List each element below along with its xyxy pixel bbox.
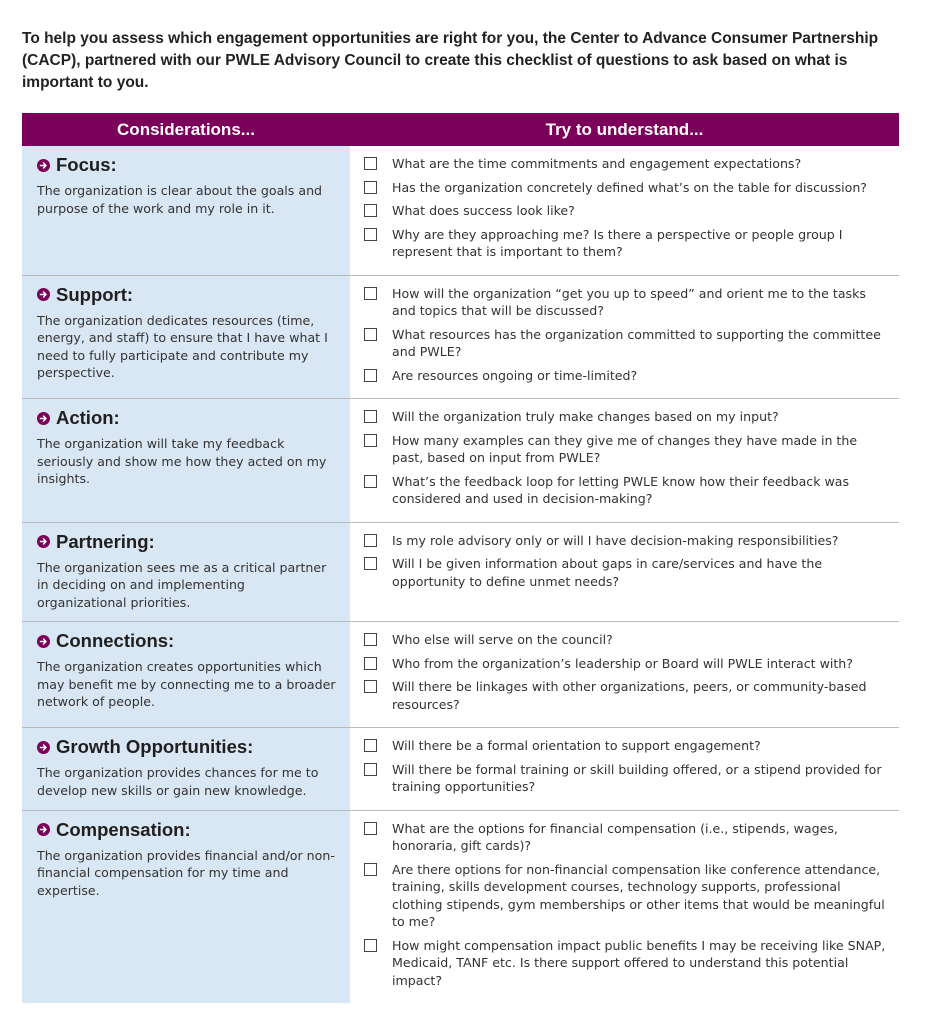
- intro-paragraph: To help you assess which engagement opportunities are right for you, the Center to Advance Consumer Partnership (CACP), partnered with our PWLE Advisory Council to create this checklist of questions to ask based on what is important to you.: [22, 30, 879, 91]
- arrow-circle-right-icon: [37, 288, 50, 301]
- consideration-title: [37, 736, 336, 758]
- header-considerations: Considerations...: [117, 119, 255, 139]
- arrow-circle-right-icon: [37, 741, 50, 754]
- checkbox[interactable]: [364, 475, 377, 488]
- checklist-item: [364, 367, 889, 385]
- checklist-item: [364, 326, 889, 361]
- checklist-item: [364, 408, 889, 426]
- consideration-description: The organization provides financial and/or non-financial compensation for my time and expertise.: [37, 847, 335, 898]
- checklist-item: [364, 761, 889, 796]
- questions-cell: [350, 276, 899, 399]
- header-try-to-understand: Try to understand...: [545, 119, 704, 139]
- consideration-description: The organization sees me as a critical partner in deciding on and implementing organizational priorities.: [37, 559, 327, 610]
- consideration-title: [37, 284, 336, 306]
- question-text: Who from the organization’s leadership or Board will PWLE interact with?: [392, 655, 853, 671]
- checkbox[interactable]: [364, 228, 377, 241]
- checkbox[interactable]: [364, 181, 377, 194]
- consideration-cell: [22, 811, 350, 1004]
- checklist-table: [22, 113, 899, 1003]
- checkbox[interactable]: [364, 204, 377, 217]
- question-text: What are the options for financial compensation (i.e., stipends, wages, honoraria, gift cards)?: [392, 820, 838, 853]
- consideration-description: The organization creates opportunities which may benefit me by connecting me to a broader network of people.: [37, 659, 336, 709]
- question-text: What does success look like?: [392, 203, 575, 218]
- consideration-description: The organization will take my feedback seriously and show me how they acted on my insights.: [37, 436, 327, 486]
- arrow-circle-right-icon: [37, 535, 50, 548]
- checkbox[interactable]: [364, 939, 377, 952]
- consideration-cell: [22, 728, 350, 810]
- arrow-circle-right-icon: [37, 635, 50, 648]
- question-text: Are resources ongoing or time-limited?: [392, 367, 638, 383]
- checkbox[interactable]: [364, 534, 377, 547]
- questions-cell: [350, 146, 899, 275]
- consideration-title-text: Connections:: [56, 630, 175, 651]
- consideration-title-text: Focus:: [56, 154, 117, 175]
- questions-cell: [350, 811, 899, 1004]
- consideration-cell: [22, 146, 350, 275]
- checkbox[interactable]: [364, 328, 377, 341]
- checkbox[interactable]: [364, 434, 377, 447]
- checkbox[interactable]: [364, 863, 377, 876]
- consideration-description: The organization dedicates resources (time, energy, and staff) to ensure that I have what I need to fully participate and contribute my perspective.: [37, 312, 328, 380]
- arrow-circle-right-icon: [37, 159, 50, 172]
- question-text: Will I be given information about gaps in care/services and have the opportunity to define unmet needs?: [392, 556, 823, 589]
- checklist-item: [364, 285, 889, 320]
- consideration-title: [37, 407, 336, 429]
- checkbox[interactable]: [364, 157, 377, 170]
- consideration-title: [37, 630, 336, 652]
- table-row: [22, 523, 899, 623]
- question-text: Will the organization truly make changes based on my input?: [392, 409, 779, 424]
- checklist-item: [364, 678, 889, 713]
- question-text: Are there options for non-financial compensation like conference attendance, training, skills development courses, technology supports, professional clothing stipends, gym memberships or other items that would be meaningful to me?: [392, 861, 885, 929]
- consideration-description: The organization is clear about the goals and purpose of the work and my role in it.: [37, 183, 323, 216]
- table-row: [22, 276, 899, 400]
- question-text: What are the time commitments and engagement expectations?: [392, 156, 802, 171]
- consideration-cell: [22, 523, 350, 622]
- question-text: How many examples can they give me of changes they have made in the past, based on input from PWLE?: [392, 432, 858, 465]
- checkbox[interactable]: [364, 369, 377, 382]
- question-text: Who else will serve on the council?: [392, 632, 613, 647]
- checkbox[interactable]: [364, 633, 377, 646]
- checkbox[interactable]: [364, 557, 377, 570]
- checkbox[interactable]: [364, 739, 377, 752]
- checklist-item: [364, 655, 889, 673]
- checklist-item: [364, 179, 889, 197]
- question-text: What’s the feedback loop for letting PWLE know how their feedback was considered and used in decision-making?: [392, 473, 850, 506]
- checklist-item: [364, 937, 889, 990]
- question-text: Is my role advisory only or will I have decision-making responsibilities?: [392, 532, 839, 548]
- consideration-title: [37, 154, 336, 176]
- checklist-item: [364, 737, 889, 755]
- checkbox[interactable]: [364, 657, 377, 670]
- question-text: How will the organization “get you up to speed” and orient me to the tasks and topics that will be discussed?: [392, 285, 866, 318]
- checklist-item: [364, 555, 889, 590]
- table-row: [22, 811, 899, 1004]
- questions-cell: [350, 523, 899, 622]
- checklist-item: [364, 226, 889, 261]
- checklist-item: [364, 861, 889, 931]
- checkbox[interactable]: [364, 763, 377, 776]
- consideration-description: The organization provides chances for me to develop new skills or gain new knowledge.: [37, 765, 319, 798]
- consideration-title-text: Support:: [56, 283, 134, 305]
- checklist-item: [364, 820, 889, 855]
- table-row: [22, 622, 899, 728]
- checklist-item: [364, 532, 889, 550]
- question-text: How might compensation impact public benefits I may be receiving like SNAP, Medicaid, TANF etc. Is there support offered to understand this potential impact?: [392, 937, 886, 988]
- checklist-item: [364, 202, 889, 220]
- arrow-circle-right-icon: [37, 823, 50, 836]
- checklist-item: [364, 631, 889, 649]
- questions-cell: [350, 622, 899, 727]
- arrow-circle-right-icon: [37, 412, 50, 425]
- table-header: [22, 113, 899, 146]
- question-text: Has the organization concretely defined what’s on the table for discussion?: [392, 179, 867, 195]
- consideration-title-text: Growth Opportunities:: [56, 736, 254, 757]
- consideration-cell: [22, 399, 350, 522]
- questions-cell: [350, 728, 899, 810]
- checklist-item: [364, 432, 889, 467]
- table-body: [22, 146, 899, 1003]
- question-text: Will there be linkages with other organizations, peers, or community-based resources?: [392, 679, 867, 712]
- consideration-cell: [22, 622, 350, 727]
- question-text: Will there be a formal orientation to support engagement?: [392, 738, 761, 753]
- checklist-item: [364, 473, 889, 508]
- table-row: [22, 146, 899, 276]
- question-text: What resources has the organization committed to supporting the committee and PWLE?: [392, 326, 881, 359]
- checkbox[interactable]: [364, 287, 377, 300]
- checkbox[interactable]: [364, 680, 377, 693]
- table-row: [22, 399, 899, 523]
- table-row: [22, 728, 899, 811]
- consideration-title-text: Partnering:: [56, 530, 155, 552]
- questions-cell: [350, 399, 899, 522]
- checkbox[interactable]: [364, 822, 377, 835]
- consideration-title: [37, 531, 336, 553]
- consideration-title-text: Action:: [56, 407, 120, 428]
- consideration-title-text: Compensation:: [56, 818, 191, 840]
- checkbox[interactable]: [364, 410, 377, 423]
- consideration-title: [37, 819, 336, 841]
- question-text: Why are they approaching me? Is there a perspective or people group I represent that is important to them?: [392, 226, 843, 259]
- question-text: Will there be formal training or skill building offered, or a stipend provided for training opportunities?: [392, 761, 882, 794]
- checklist-item: [364, 155, 889, 173]
- consideration-cell: [22, 276, 350, 399]
